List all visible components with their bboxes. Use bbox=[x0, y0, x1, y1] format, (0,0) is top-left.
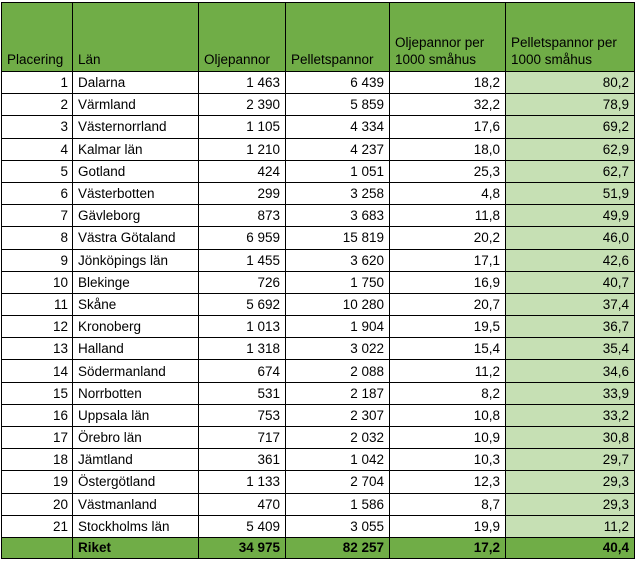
cell-pelletspannor-per-1000: 30,8 bbox=[506, 427, 635, 449]
table-row bbox=[2, 227, 635, 249]
header-row bbox=[2, 3, 635, 72]
cell-pelletspannor: 3 258 bbox=[286, 182, 390, 204]
table-row bbox=[2, 316, 635, 338]
cell-placering: 9 bbox=[2, 249, 73, 271]
cell-lan: Dalarna bbox=[73, 72, 199, 94]
cell-placering: 20 bbox=[2, 493, 73, 515]
cell-pelletspannor-per-1000: 29,7 bbox=[506, 449, 635, 471]
table-row bbox=[2, 493, 635, 515]
boiler-ranking-table-wrapper bbox=[1, 2, 635, 559]
header-lan: Län bbox=[73, 3, 199, 72]
cell-pelletspannor: 15 819 bbox=[286, 227, 390, 249]
cell-oljepannor-per-1000: 11,2 bbox=[390, 360, 506, 382]
cell-oljepannor: 753 bbox=[199, 404, 286, 426]
cell-placering: 14 bbox=[2, 360, 73, 382]
cell-pelletspannor-per-1000: 34,6 bbox=[506, 360, 635, 382]
cell-lan: Jämtland bbox=[73, 449, 199, 471]
cell-pelletspannor-per-1000: 33,9 bbox=[506, 382, 635, 404]
cell-placering: 8 bbox=[2, 227, 73, 249]
cell-oljepannor: 1 318 bbox=[199, 338, 286, 360]
table-row bbox=[2, 182, 635, 204]
cell-oljepannor-per-1000: 15,4 bbox=[390, 338, 506, 360]
cell-lan: Blekinge bbox=[73, 271, 199, 293]
cell-oljepannor: 6 959 bbox=[199, 227, 286, 249]
cell-pelletspannor-per-1000: 62,7 bbox=[506, 160, 635, 182]
table-row bbox=[2, 404, 635, 426]
header-oljepannor: Oljepannor bbox=[199, 3, 286, 72]
table-row bbox=[2, 427, 635, 449]
cell-placering: 15 bbox=[2, 382, 73, 404]
total-label: Riket bbox=[73, 537, 199, 558]
cell-pelletspannor-per-1000: 51,9 bbox=[506, 182, 635, 204]
cell-lan: Östergötland bbox=[73, 471, 199, 493]
cell-oljepannor: 531 bbox=[199, 382, 286, 404]
cell-oljepannor: 2 390 bbox=[199, 94, 286, 116]
cell-placering: 3 bbox=[2, 116, 73, 138]
total-pelletspannor: 82 257 bbox=[286, 537, 390, 558]
cell-pelletspannor: 10 280 bbox=[286, 293, 390, 315]
header-pelletspannor-per-1000: Pelletspannor per 1000 småhus bbox=[506, 3, 635, 72]
table-header bbox=[2, 3, 635, 72]
cell-pelletspannor: 1 042 bbox=[286, 449, 390, 471]
cell-lan: Västerbotten bbox=[73, 182, 199, 204]
cell-oljepannor-per-1000: 10,3 bbox=[390, 449, 506, 471]
total-placering bbox=[2, 537, 73, 558]
cell-oljepannor: 1 133 bbox=[199, 471, 286, 493]
cell-pelletspannor-per-1000: 42,6 bbox=[506, 249, 635, 271]
cell-lan: Kronoberg bbox=[73, 316, 199, 338]
cell-placering: 1 bbox=[2, 72, 73, 94]
table-row bbox=[2, 271, 635, 293]
cell-oljepannor: 726 bbox=[199, 271, 286, 293]
cell-lan: Västernorrland bbox=[73, 116, 199, 138]
cell-oljepannor-per-1000: 10,8 bbox=[390, 404, 506, 426]
cell-oljepannor-per-1000: 19,5 bbox=[390, 316, 506, 338]
cell-oljepannor-per-1000: 8,7 bbox=[390, 493, 506, 515]
cell-pelletspannor: 2 187 bbox=[286, 382, 390, 404]
cell-lan: Uppsala län bbox=[73, 404, 199, 426]
cell-lan: Halland bbox=[73, 338, 199, 360]
cell-oljepannor-per-1000: 8,2 bbox=[390, 382, 506, 404]
cell-pelletspannor: 6 439 bbox=[286, 72, 390, 94]
cell-oljepannor-per-1000: 17,6 bbox=[390, 116, 506, 138]
cell-oljepannor: 1 013 bbox=[199, 316, 286, 338]
cell-oljepannor-per-1000: 4,8 bbox=[390, 182, 506, 204]
header-oljepannor-per-1000: Oljepannor per 1000 småhus bbox=[390, 3, 506, 72]
cell-oljepannor-per-1000: 17,1 bbox=[390, 249, 506, 271]
table-row bbox=[2, 138, 635, 160]
cell-lan: Södermanland bbox=[73, 360, 199, 382]
table-row bbox=[2, 205, 635, 227]
cell-pelletspannor: 1 904 bbox=[286, 316, 390, 338]
table-row bbox=[2, 249, 635, 271]
cell-lan: Jönköpings län bbox=[73, 249, 199, 271]
table-row bbox=[2, 471, 635, 493]
cell-oljepannor: 424 bbox=[199, 160, 286, 182]
cell-lan: Gävleborg bbox=[73, 205, 199, 227]
cell-oljepannor-per-1000: 20,7 bbox=[390, 293, 506, 315]
cell-pelletspannor: 3 022 bbox=[286, 338, 390, 360]
cell-pelletspannor: 3 683 bbox=[286, 205, 390, 227]
table-row bbox=[2, 160, 635, 182]
table-row bbox=[2, 515, 635, 537]
cell-lan: Värmland bbox=[73, 94, 199, 116]
cell-oljepannor-per-1000: 16,9 bbox=[390, 271, 506, 293]
table-row bbox=[2, 116, 635, 138]
cell-lan: Gotland bbox=[73, 160, 199, 182]
table-row bbox=[2, 293, 635, 315]
header-pelletspannor: Pelletspannor bbox=[286, 3, 390, 72]
cell-oljepannor-per-1000: 20,2 bbox=[390, 227, 506, 249]
cell-oljepannor-per-1000: 32,2 bbox=[390, 94, 506, 116]
cell-oljepannor: 717 bbox=[199, 427, 286, 449]
cell-pelletspannor-per-1000: 69,2 bbox=[506, 116, 635, 138]
cell-pelletspannor: 2 088 bbox=[286, 360, 390, 382]
cell-pelletspannor-per-1000: 29,3 bbox=[506, 493, 635, 515]
cell-oljepannor-per-1000: 11,8 bbox=[390, 205, 506, 227]
cell-oljepannor-per-1000: 18,0 bbox=[390, 138, 506, 160]
total-pelletspannor-per-1000: 40,4 bbox=[506, 537, 635, 558]
cell-placering: 17 bbox=[2, 427, 73, 449]
cell-placering: 2 bbox=[2, 94, 73, 116]
cell-pelletspannor-per-1000: 36,7 bbox=[506, 316, 635, 338]
cell-pelletspannor-per-1000: 37,4 bbox=[506, 293, 635, 315]
cell-pelletspannor: 3 620 bbox=[286, 249, 390, 271]
cell-pelletspannor: 3 055 bbox=[286, 515, 390, 537]
cell-pelletspannor: 2 032 bbox=[286, 427, 390, 449]
cell-placering: 16 bbox=[2, 404, 73, 426]
cell-pelletspannor-per-1000: 46,0 bbox=[506, 227, 635, 249]
cell-pelletspannor: 1 586 bbox=[286, 493, 390, 515]
cell-oljepannor: 5 692 bbox=[199, 293, 286, 315]
cell-placering: 7 bbox=[2, 205, 73, 227]
cell-pelletspannor: 2 307 bbox=[286, 404, 390, 426]
table-row bbox=[2, 94, 635, 116]
cell-pelletspannor: 1 750 bbox=[286, 271, 390, 293]
cell-oljepannor: 873 bbox=[199, 205, 286, 227]
table-row bbox=[2, 72, 635, 94]
table-row bbox=[2, 449, 635, 471]
cell-placering: 19 bbox=[2, 471, 73, 493]
cell-oljepannor: 674 bbox=[199, 360, 286, 382]
cell-lan: Skåne bbox=[73, 293, 199, 315]
table-row bbox=[2, 382, 635, 404]
cell-lan: Kalmar län bbox=[73, 138, 199, 160]
cell-lan: Västra Götaland bbox=[73, 227, 199, 249]
cell-oljepannor: 1 455 bbox=[199, 249, 286, 271]
cell-lan: Västmanland bbox=[73, 493, 199, 515]
cell-placering: 10 bbox=[2, 271, 73, 293]
cell-pelletspannor-per-1000: 33,2 bbox=[506, 404, 635, 426]
total-row bbox=[2, 537, 635, 558]
cell-placering: 21 bbox=[2, 515, 73, 537]
cell-oljepannor-per-1000: 10,9 bbox=[390, 427, 506, 449]
cell-oljepannor: 1 210 bbox=[199, 138, 286, 160]
cell-pelletspannor-per-1000: 29,3 bbox=[506, 471, 635, 493]
cell-pelletspannor-per-1000: 49,9 bbox=[506, 205, 635, 227]
cell-pelletspannor: 4 334 bbox=[286, 116, 390, 138]
cell-placering: 11 bbox=[2, 293, 73, 315]
header-placering: Placering bbox=[2, 3, 73, 72]
cell-placering: 13 bbox=[2, 338, 73, 360]
cell-lan: Örebro län bbox=[73, 427, 199, 449]
cell-placering: 5 bbox=[2, 160, 73, 182]
cell-placering: 6 bbox=[2, 182, 73, 204]
cell-oljepannor: 1 463 bbox=[199, 72, 286, 94]
cell-oljepannor: 5 409 bbox=[199, 515, 286, 537]
total-oljepannor-per-1000: 17,2 bbox=[390, 537, 506, 558]
table-row bbox=[2, 338, 635, 360]
cell-oljepannor-per-1000: 18,2 bbox=[390, 72, 506, 94]
table-row bbox=[2, 360, 635, 382]
cell-placering: 12 bbox=[2, 316, 73, 338]
cell-pelletspannor-per-1000: 11,2 bbox=[506, 515, 635, 537]
cell-pelletspannor-per-1000: 35,4 bbox=[506, 338, 635, 360]
cell-pelletspannor-per-1000: 80,2 bbox=[506, 72, 635, 94]
cell-placering: 4 bbox=[2, 138, 73, 160]
cell-oljepannor-per-1000: 12,3 bbox=[390, 471, 506, 493]
cell-pelletspannor: 4 237 bbox=[286, 138, 390, 160]
cell-pelletspannor: 5 859 bbox=[286, 94, 390, 116]
table-body bbox=[2, 72, 635, 538]
cell-placering: 18 bbox=[2, 449, 73, 471]
cell-lan: Norrbotten bbox=[73, 382, 199, 404]
cell-lan: Stockholms län bbox=[73, 515, 199, 537]
cell-oljepannor-per-1000: 19,9 bbox=[390, 515, 506, 537]
cell-pelletspannor: 2 704 bbox=[286, 471, 390, 493]
cell-oljepannor-per-1000: 25,3 bbox=[390, 160, 506, 182]
cell-oljepannor: 1 105 bbox=[199, 116, 286, 138]
boiler-ranking-table bbox=[1, 2, 635, 559]
total-oljepannor: 34 975 bbox=[199, 537, 286, 558]
cell-oljepannor: 470 bbox=[199, 493, 286, 515]
cell-oljepannor: 299 bbox=[199, 182, 286, 204]
cell-oljepannor: 361 bbox=[199, 449, 286, 471]
cell-pelletspannor-per-1000: 62,9 bbox=[506, 138, 635, 160]
cell-pelletspannor-per-1000: 78,9 bbox=[506, 94, 635, 116]
cell-pelletspannor-per-1000: 40,7 bbox=[506, 271, 635, 293]
cell-pelletspannor: 1 051 bbox=[286, 160, 390, 182]
